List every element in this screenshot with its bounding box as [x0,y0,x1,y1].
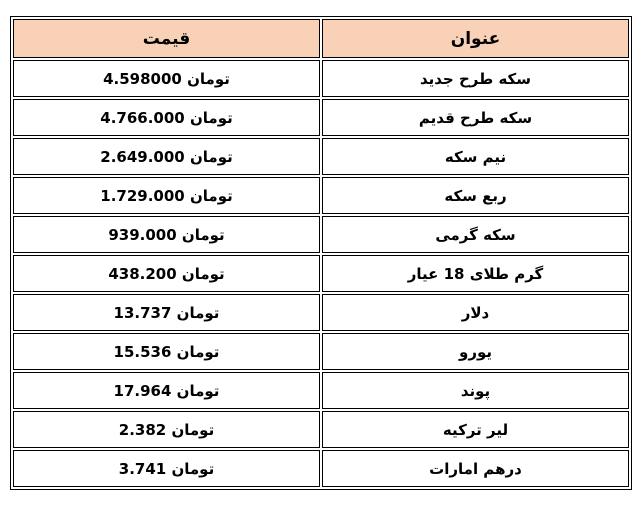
price-value: 3.741 [118,459,167,478]
row-title: نیم سکه [322,138,629,175]
row-price [13,411,320,448]
price-value: 13.737 [113,303,172,322]
price-unit: تومان [181,264,225,283]
table-row [13,333,629,370]
price-unit: تومان [171,420,215,439]
row-price [13,138,320,175]
table-row [13,138,629,175]
row-title: یورو [322,333,629,370]
row-title: لیر ترکیه [322,411,629,448]
row-title: گرم طلای 18 عیار [322,255,629,292]
row-price [13,216,320,253]
row-price [13,177,320,214]
price-value: 4.598000 [103,69,182,88]
price-value: 1.729.000 [100,186,185,205]
price-unit: تومان [176,381,220,400]
row-price [13,255,320,292]
price-unit: تومان [176,342,220,361]
price-value: 4.766.000 [100,108,185,127]
table-row [13,255,629,292]
price-value: 2.649.000 [100,147,185,166]
table-row [13,60,629,97]
table-row [13,372,629,409]
row-price [13,372,320,409]
row-title: درهم امارات [322,450,629,487]
price-unit: تومان [187,69,230,88]
header-title: عنوان [322,19,629,58]
row-title: سکه طرح جدید [322,60,629,97]
price-unit: تومان [176,303,220,322]
row-price [13,450,320,487]
header-row [13,19,629,58]
row-title: ربع سکه [322,177,629,214]
table-row [13,216,629,253]
row-price [13,99,320,136]
price-value: 438.200 [108,264,177,283]
row-price [13,333,320,370]
price-unit: تومان [189,108,233,127]
table-row [13,411,629,448]
price-value: 2.382 [118,420,167,439]
table-body [13,60,629,487]
price-unit: تومان [189,186,233,205]
price-unit: تومان [171,459,215,478]
row-title: پوند [322,372,629,409]
price-value: 17.964 [113,381,172,400]
table-row [13,99,629,136]
header-price: قیمت [13,19,320,58]
price-table [10,16,632,490]
row-title: دلار [322,294,629,331]
row-title: سکه طرح قدیم [322,99,629,136]
row-title: سکه گرمی [322,216,629,253]
table-row [13,450,629,487]
price-unit: تومان [181,225,225,244]
table-row [13,177,629,214]
table-row [13,294,629,331]
row-price [13,294,320,331]
row-price [13,60,320,97]
price-value: 15.536 [113,342,172,361]
price-unit: تومان [189,147,233,166]
price-value: 939.000 [108,225,177,244]
